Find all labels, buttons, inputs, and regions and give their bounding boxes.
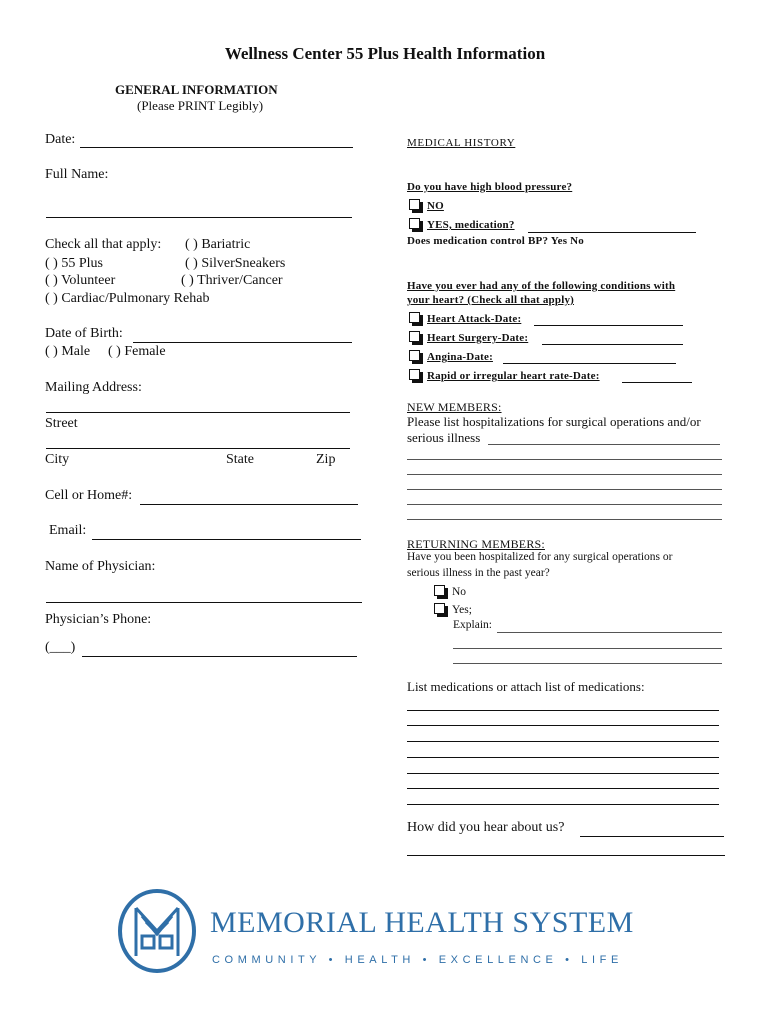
returning-members-heading: RETURNING MEMBERS:	[407, 537, 545, 551]
angina-date-field[interactable]	[503, 363, 676, 364]
explain-field-3[interactable]	[453, 663, 722, 664]
email-field[interactable]	[92, 539, 361, 540]
physician-name-field[interactable]	[46, 602, 362, 603]
condition-angina[interactable]: Angina-Date:	[409, 350, 493, 363]
medications-label: List medications or attach list of medications:	[407, 679, 645, 694]
memorial-logo-tagline: COMMUNITY • HEALTH • EXCELLENCE • LIFE	[212, 954, 623, 966]
email-label: Email:	[49, 523, 87, 538]
new-members-field-2[interactable]	[407, 459, 722, 460]
city-state-zip-field[interactable]	[46, 448, 350, 449]
medications-field-5[interactable]	[407, 773, 719, 774]
bp-medication-field[interactable]	[528, 232, 696, 233]
checkbox-icon[interactable]	[409, 369, 420, 380]
medications-field-3[interactable]	[407, 741, 719, 742]
general-info-subheading: (Please PRINT Legibly)	[137, 98, 264, 113]
option-silversneakers[interactable]: ( ) SilverSneakers	[185, 256, 286, 271]
new-members-field-4[interactable]	[407, 489, 722, 490]
heart-surgery-date-field[interactable]	[542, 344, 683, 345]
condition-rapid-heart-rate[interactable]: Rapid or irregular heart rate-Date:	[409, 369, 600, 382]
explain-label: Explain:	[453, 619, 492, 631]
checkbox-icon[interactable]	[409, 199, 420, 210]
option-55-plus[interactable]: ( ) 55 Plus	[45, 256, 103, 271]
checkbox-icon[interactable]	[409, 331, 420, 342]
returning-yes-option[interactable]: Yes;	[434, 603, 472, 616]
explain-field-1[interactable]	[497, 632, 722, 633]
memorial-logo-icon	[116, 886, 198, 976]
new-members-field-5[interactable]	[407, 504, 722, 505]
city-label: City	[45, 452, 70, 467]
date-label: Date:	[45, 132, 76, 147]
conditions-question-line2: your heart? (Check all that apply)	[407, 294, 575, 306]
option-bariatric[interactable]: ( ) Bariatric	[185, 237, 251, 252]
explain-field-2[interactable]	[453, 648, 722, 649]
dob-label: Date of Birth:	[45, 326, 123, 341]
new-members-field-3[interactable]	[407, 474, 722, 475]
checkbox-icon[interactable]	[409, 350, 420, 361]
checkbox-icon[interactable]	[409, 218, 420, 229]
memorial-logo-name: MEMORIAL HEALTH SYSTEM	[210, 906, 634, 939]
hear-about-us-field-2[interactable]	[407, 855, 725, 856]
rapid-heart-rate-date-field[interactable]	[622, 382, 692, 383]
medications-field-2[interactable]	[407, 725, 719, 726]
form-title: Wellness Center 55 Plus Health Information	[224, 44, 546, 63]
zip-label: Zip	[316, 452, 336, 467]
full-name-field[interactable]	[46, 217, 352, 218]
returning-no-option[interactable]: No	[434, 585, 466, 598]
hear-about-us-label: How did you hear about us?	[407, 820, 565, 835]
medications-field-7[interactable]	[407, 804, 719, 805]
medical-history-heading: MEDICAL HISTORY	[407, 137, 516, 149]
street-label: Street	[45, 416, 78, 431]
new-members-field-6[interactable]	[407, 519, 722, 520]
cell-field[interactable]	[140, 504, 358, 505]
hear-about-us-field-1[interactable]	[580, 836, 724, 837]
condition-heart-surgery[interactable]: Heart Surgery-Date:	[409, 331, 528, 344]
gender-female-option[interactable]: ( ) Female	[108, 344, 166, 359]
dob-field[interactable]	[133, 342, 352, 343]
medications-field-1[interactable]	[407, 710, 719, 711]
full-name-label: Full Name:	[45, 167, 109, 182]
phone-area-code: (___)	[45, 640, 76, 655]
bp-question: Do you have high blood pressure?	[407, 181, 573, 193]
conditions-question-line1: Have you ever had any of the following conditions with	[407, 280, 676, 292]
medications-field-6[interactable]	[407, 788, 719, 789]
physician-phone-label: Physician’s Phone:	[45, 612, 152, 627]
new-members-text-line1: Please list hospitalizations for surgical operations and/or	[407, 414, 701, 429]
condition-heart-attack[interactable]: Heart Attack-Date:	[409, 312, 521, 325]
option-cardiac-rehab[interactable]: ( ) Cardiac/Pulmonary Rehab	[45, 291, 210, 306]
check-all-label: Check all that apply:	[45, 237, 162, 252]
physician-name-label: Name of Physician:	[45, 559, 156, 574]
new-members-text-line2: serious illness	[407, 430, 481, 445]
new-members-heading: NEW MEMBERS:	[407, 400, 502, 414]
general-info-heading: GENERAL INFORMATION	[115, 82, 278, 97]
bp-yes-option[interactable]: YES, medication?	[409, 218, 515, 231]
street-field[interactable]	[46, 412, 350, 413]
checkbox-icon[interactable]	[434, 585, 445, 596]
cell-label: Cell or Home#:	[45, 488, 133, 503]
option-thriver-cancer[interactable]: ( ) Thriver/Cancer	[181, 273, 283, 288]
date-field[interactable]	[80, 147, 353, 148]
heart-attack-date-field[interactable]	[534, 325, 683, 326]
returning-members-text-line2: serious illness in the past year?	[407, 567, 550, 579]
checkbox-icon[interactable]	[434, 603, 445, 614]
bp-control-question: Does medication control BP? Yes No	[407, 235, 584, 247]
medications-field-4[interactable]	[407, 757, 719, 758]
state-label: State	[226, 452, 254, 467]
option-volunteer[interactable]: ( ) Volunteer	[45, 273, 116, 288]
checkbox-icon[interactable]	[409, 312, 420, 323]
bp-no-option[interactable]: NO	[409, 199, 444, 212]
new-members-field-1[interactable]	[488, 444, 720, 445]
mailing-address-label: Mailing Address:	[45, 380, 142, 395]
physician-phone-field[interactable]	[82, 656, 357, 657]
returning-members-text-line1: Have you been hospitalized for any surgical operations or	[407, 551, 673, 563]
gender-male-option[interactable]: ( ) Male	[45, 344, 91, 359]
